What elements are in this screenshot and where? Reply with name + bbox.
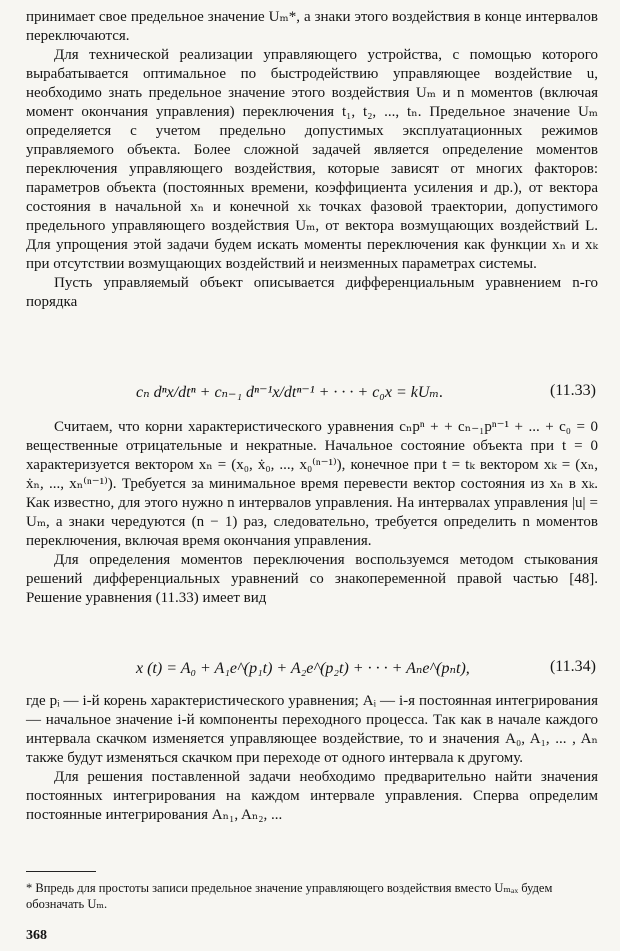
paragraph-integration-constants: Для решения поставленной задачи необходимо предварительно найти значения постоянных интегрирования на каждом интервале управления. Сперва определим постоянные интегрирования Aₙ₁, Aₙ₂, ... [26,769,598,823]
equation-expression: x (t) = A₀ + A₁e^(p₁t) + A₂e^(p₂t) + · · · + Aₙe^(pₙt), [136,660,470,677]
text-block-1 [26,8,598,312]
paragraph-roots-explanation: где pᵢ — i-й корень характеристического уравнения; Aᵢ — i-я постоянная интегрирования — начальное значение i-й компоненты переходного процесса. Так как в начале каждого интервала скачком изменяется управляющее воздействие, то и значения A₀, A₁, ... , Aₙ также будут изменяться скачком при переходе от одного интервала к другому. [26,693,598,766]
equation-number: (11.33) [549,382,596,399]
equation-11-33 [26,376,598,410]
paragraph-switching-method: Для определения моментов переключения воспользуемся методом стыкования решений дифференциальных уравнений со знакопеременной правой частью [48]. Решение уравнения (11.33) имеет вид [26,552,598,606]
text-block-3 [26,692,598,825]
paragraph-characteristic-roots: Считаем, что корни характеристического уравнения cₙpⁿ + + cₙ₋₁pⁿ⁻¹ + ... + c₀ = 0 вещественные отрицательные и некратные. Начальное состояние объекта при t = 0 характеризуется вектором xₙ = (x₀, ẋ₀, ..., x₀⁽ⁿ⁻¹⁾), конечное при t = tₖ вектором xₖ = (xₙ, ẋₙ, ..., xₙ⁽ⁿ⁻¹⁾). Требуется за минимальное время перевести вектор состояния из xₙ в xₖ. Как известно, для этого нужно n интервалов управления. На интервалах управления |u| = Uₘ, а знаки чередуются (n − 1) раз, следовательно, требуется определить n моментов переключения, включая время окончания управления. [26,419,598,549]
text-block-2 [26,418,598,608]
equation-expression: cₙ dⁿx/dtⁿ + cₙ₋₁ dⁿ⁻¹x/dtⁿ⁻¹ + · · · + c₀x = kUₘ. [136,384,444,401]
paragraph-technical-realization: Для технической реализации управляющего устройства, с помощью которого вырабатывается оптимальное по быстродействию управляющее воздействие u, необходимо знать предельное значение этого воздействия Uₘ и n моментов (включая момент окончания управления) переключения t₁, t₂, ..., tₙ. Предельное значение Uₘ определяется с учетом предельно допустимых эксплуатационных режимов управляемого объекта. Более сложной задачей является определение моментов переключения управляющего воздействия, которые зависят от многих факторов: параметров объекта (постоянных времени, коэффициента усиления и др.), от вектора состояния в начальной xₙ и конечной xₖ точках фазовой траектории, допустимого предельного управляющего воздействия Uₘ, от вектора возмущающих воздействий L. Для упрощения этой задачи будем искать моменты переключения как функции xₙ и xₖ при отсутствии возмущающих воздействий и неизменных параметрах системы. [26,47,598,272]
footnote: * Впредь для простоты записи предельное значение управляющего воздействия вместо Uₘₐₓ будем обозначать Uₘ. [26,881,553,911]
equation-number: (11.34) [549,658,596,675]
paragraph-object-description: Пусть управляемый объект описывается дифференциальным уравнением n-го порядка [26,275,598,310]
paragraph-continued: принимает свое предельное значение Uₘ*, а знаки этого воздействия в конце интервалов переключаются. [26,9,598,44]
equation-11-34 [26,652,598,686]
page-number: 368 [26,928,47,943]
footnote-divider [26,871,96,872]
